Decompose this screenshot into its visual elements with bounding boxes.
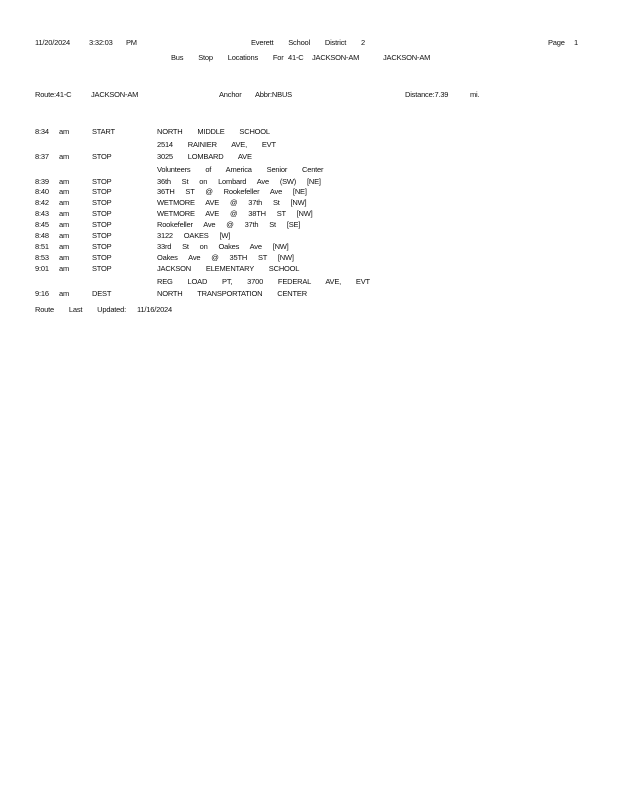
stop-time: 8:45 [35,220,49,229]
stop-action: STOP [92,209,112,218]
stop-location: NORTH MIDDLE SCHOOL [157,127,270,136]
report-date: 11/20/2024 [35,38,70,47]
stop-location: 3122 OAKES [W] [157,231,231,240]
stop-action: STOP [92,152,112,161]
stop-location: 36TH ST @ Rookefeller Ave [NE] [157,187,307,196]
stop-ampm: am [59,152,70,161]
stop-action: DEST [92,289,112,298]
stop-location: JACKSON ELEMENTARY SCHOOL [157,264,300,273]
stop-action: START [92,127,115,136]
report-ampm: PM [126,38,137,47]
stop-time: 8:37 [35,152,49,161]
stop-time: 8:34 [35,127,49,136]
stop-address: Volunteers of America Senior Center [157,165,324,174]
anchor-label: Anchor [219,90,242,99]
stop-time: 8:48 [35,231,49,240]
stop-time: 8:39 [35,177,49,186]
stop-ampm: am [59,220,70,229]
stop-action: STOP [92,177,112,186]
report-time: 3:32:03 [89,38,113,47]
stop-location: 36th St on Lombard Ave (SW) [NE] [157,177,321,186]
report-subtitle: Bus Stop Locations For [171,53,284,62]
stop-ampm: am [59,289,70,298]
stop-ampm: am [59,209,70,218]
subtitle-name-1: JACKSON-AM [312,53,360,62]
stop-ampm: am [59,242,70,251]
stop-action: STOP [92,198,112,207]
subtitle-name-2: JACKSON-AM [383,53,431,62]
subtitle-route: 41-C [288,53,304,62]
page-number: 1 [574,38,578,47]
distance-unit: mi. [470,90,480,99]
stop-location: Rookefeller Ave @ 37th St [SE] [157,220,301,229]
page-label: Page [548,38,565,47]
stop-action: STOP [92,264,112,273]
stop-time: 8:53 [35,253,49,262]
stop-location: WETMORE AVE @ 38TH ST [NW] [157,209,313,218]
district-name: Everett School District 2 [251,38,366,47]
stop-time: 8:51 [35,242,49,251]
stop-action: STOP [92,220,112,229]
stop-action: STOP [92,253,112,262]
route-last-updated-label: Route Last Updated: [35,305,126,314]
stop-address: REG LOAD PT, 3700 FEDERAL AVE, EVT [157,277,370,286]
stop-location: 3025 LOMBARD AVE [157,152,252,161]
stop-action: STOP [92,187,112,196]
abbr-code: Abbr:NBUS [255,90,292,99]
stop-ampm: am [59,253,70,262]
stop-time: 8:43 [35,209,49,218]
stop-time: 8:40 [35,187,49,196]
route-id: Route:41-C [35,90,72,99]
stop-ampm: am [59,177,70,186]
stop-location: 33rd St on Oakes Ave [NW] [157,242,289,251]
route-name: JACKSON-AM [91,90,139,99]
stop-action: STOP [92,242,112,251]
stop-ampm: am [59,264,70,273]
stop-location: NORTH TRANSPORTATION CENTER [157,289,307,298]
stop-ampm: am [59,198,70,207]
stop-location: Oakes Ave @ 35TH ST [NW] [157,253,294,262]
stop-time: 9:16 [35,289,49,298]
stop-action: STOP [92,231,112,240]
stop-time: 9:01 [35,264,49,273]
route-last-updated-date: 11/16/2024 [137,305,172,314]
stop-location: WETMORE AVE @ 37th St [NW] [157,198,307,207]
stop-ampm: am [59,231,70,240]
stop-address: 2514 RAINIER AVE, EVT [157,140,276,149]
stop-ampm: am [59,187,70,196]
route-distance: Distance:7.39 [405,90,449,99]
stop-ampm: am [59,127,70,136]
stop-time: 8:42 [35,198,49,207]
